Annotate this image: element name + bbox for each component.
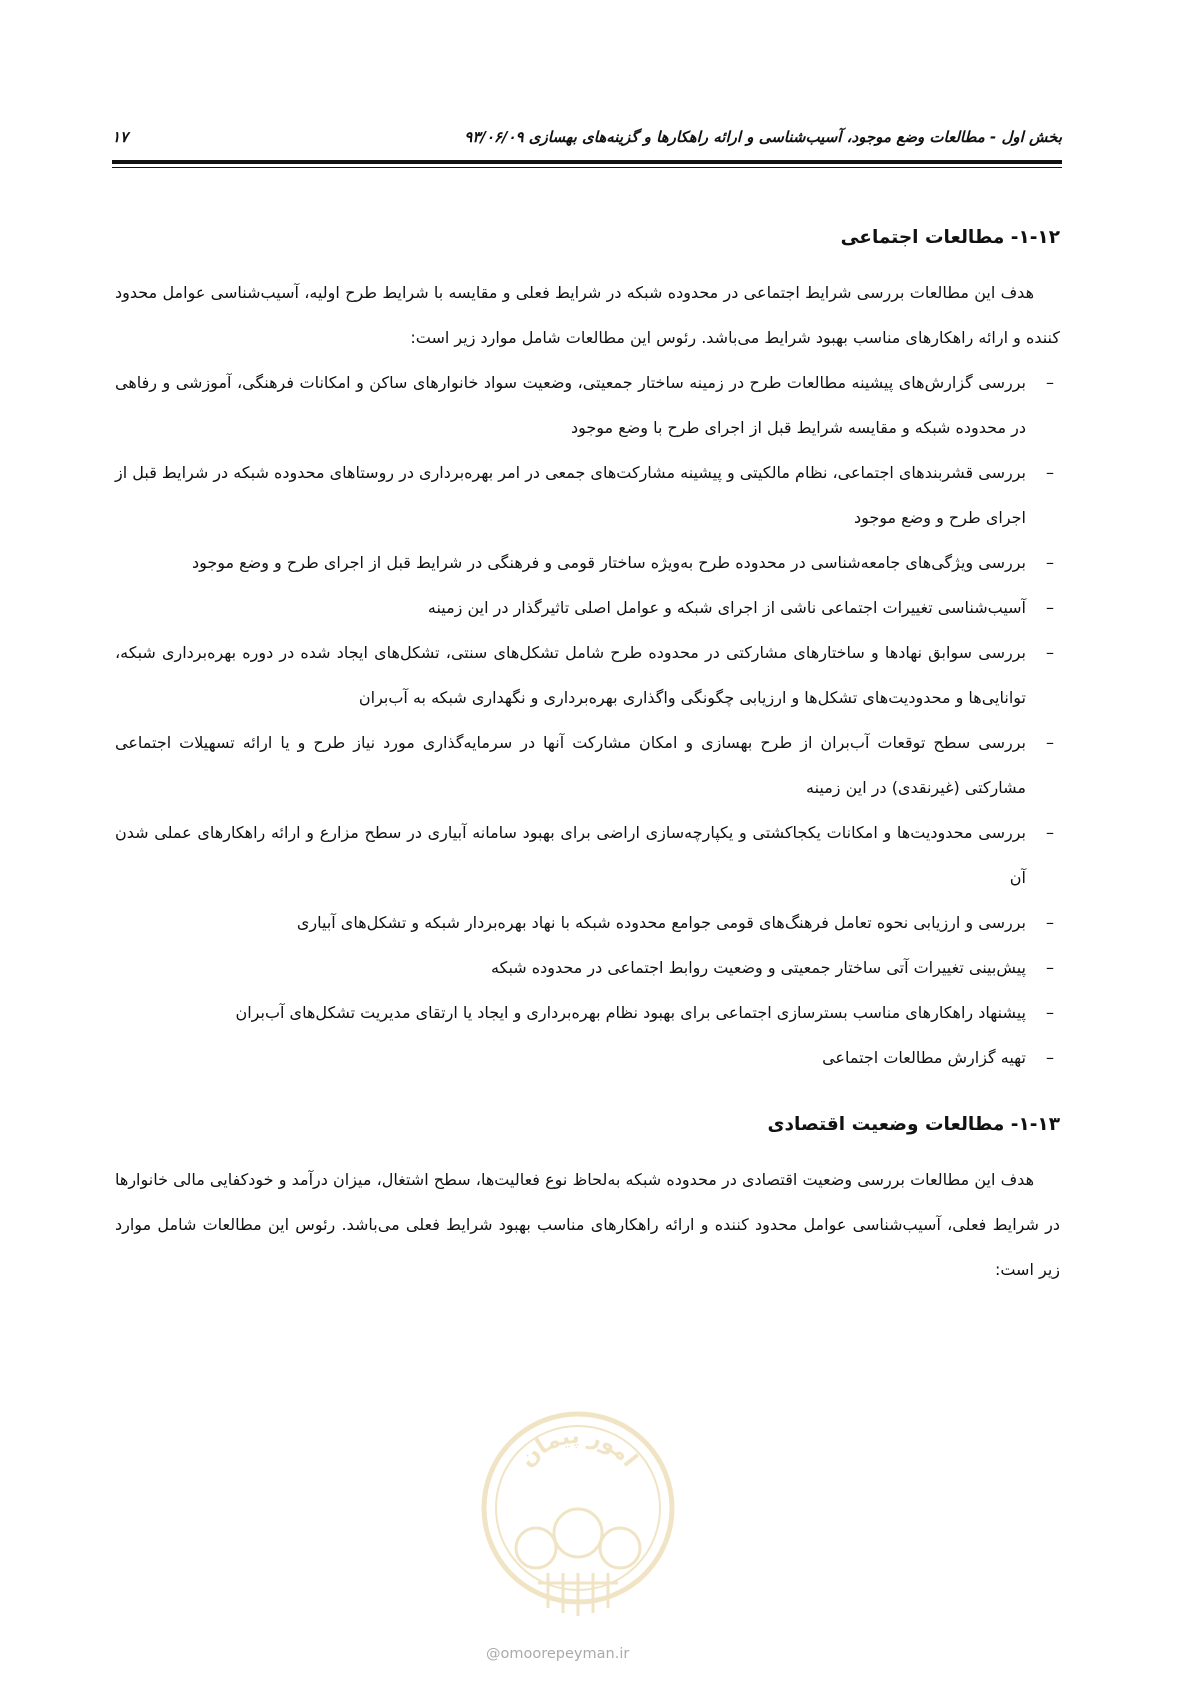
- list-item-text: تهیه گزارش مطالعات اجتماعی: [822, 1048, 1026, 1067]
- list-item: [115, 1035, 1060, 1080]
- page-number: ۱۷: [112, 128, 129, 146]
- dash-bullet-icon: –: [1046, 733, 1054, 752]
- dash-bullet-icon: –: [1046, 1003, 1054, 1022]
- list-item-text: بررسی و ارزیابی نحوه تعامل فرهنگ‌های قومی جوامع محدوده شبکه با نهاد بهره‌بردار شبکه و تشکل‌های آبیاری: [296, 913, 1026, 932]
- list-item: [115, 585, 1060, 630]
- dash-bullet-icon: –: [1046, 823, 1054, 842]
- dash-bullet-icon: –: [1046, 1048, 1054, 1067]
- header-rule-thin: [112, 167, 1062, 168]
- list-item-text: پیشنهاد راهکارهای مناسب بسترسازی اجتماعی برای بهبود نظام بهره‌برداری و ایجاد یا ارتقای مدیریت تشکل‌های آب‌بران: [235, 1003, 1026, 1022]
- list-item: [115, 990, 1060, 1035]
- watermark-seal-icon: [478, 1408, 678, 1623]
- dash-bullet-icon: –: [1046, 373, 1054, 392]
- running-title: بخش اول - مطالعات وضع موجود، آسیب‌شناسی و ارائه راهکارها و گزینه‌های بهسازی ۹۳/۰۶/۰۹: [464, 128, 1062, 146]
- list-item: [115, 360, 1060, 450]
- list-item-text: بررسی ویژگی‌های جامعه‌شناسی در محدوده طرح به‌ویژه ساختار قومی و فرهنگی در شرایط قبل از اجرای طرح و وضع موجود: [191, 553, 1026, 572]
- watermark-url: @omoorepeyman.ir: [486, 1646, 630, 1662]
- list-item-text: بررسی گزارش‌های پیشینه مطالعات طرح در زمینه ساختار جمعیتی، وضعیت سواد خانوارهای ساکن و امکانات فرهنگی، آموزشی و رفاهی در محدوده شبکه و مقایسه شرایط قبل از اجرای طرح با وضع موجود: [115, 373, 1026, 437]
- list-item-text: پیش‌بینی تغییرات آتی ساختار جمعیتی و وضعیت روابط اجتماعی در محدوده شبکه: [491, 958, 1026, 977]
- list-item: [115, 450, 1060, 540]
- list-item: [115, 720, 1060, 810]
- dash-bullet-icon: –: [1046, 643, 1054, 662]
- list-item-text: بررسی محدودیت‌ها و امکانات یکجاکشتی و یکپارچه‌سازی اراضی برای بهبود سامانه آبیاری در سطح مزارع و ارائه راهکارهای عملی شدن آن: [115, 823, 1026, 887]
- dash-bullet-icon: –: [1046, 958, 1054, 977]
- list-item-text: بررسی سوابق نهادها و ساختارهای مشارکتی در محدوده طرح شامل تشکل‌های سنتی، تشکل‌های ایجاد شده در دوره بهره‌برداری شبکه، توانایی‌ها و محدودیت‌های تشکل‌ها و ارزیابی چگونگی واگذاری بهره‌برداری و نگهداری شبکه به آب‌بران: [115, 643, 1026, 707]
- list-item-text: آسیب‌شناسی تغییرات اجتماعی ناشی از اجرای شبکه و عوامل اصلی تاثیرگذار در این زمینه: [427, 598, 1026, 617]
- list-item: [115, 945, 1060, 990]
- dash-bullet-icon: –: [1046, 598, 1054, 617]
- list-item: [115, 810, 1060, 900]
- list-item: [115, 900, 1060, 945]
- section-heading-social: ۱-۱۲- مطالعات اجتماعی: [840, 227, 1060, 248]
- dash-bullet-icon: –: [1046, 913, 1054, 932]
- watermark-text: امور پیمان: [514, 1423, 642, 1473]
- dash-bullet-icon: –: [1046, 463, 1054, 482]
- section-intro-social: هدف این مطالعات بررسی شرایط اجتماعی در محدوده شبکه در شرایط فعلی و مقایسه با شرایط طرح اولیه، آسیب‌شناسی عوامل محدود کننده و ارائه راهکارهای مناسب بهبود شرایط می‌باشد. رئوس این مطالعات شامل موارد زیر است:: [115, 283, 1060, 347]
- page-content: [115, 215, 1060, 1292]
- section-heading-economic: ۱-۱۳- مطالعات وضعیت اقتصادی: [767, 1114, 1060, 1135]
- running-header: [112, 128, 1062, 146]
- dash-bullet-icon: –: [1046, 553, 1054, 572]
- section-intro-economic: هدف این مطالعات بررسی وضعیت اقتصادی در محدوده شبکه به‌لحاظ نوع فعالیت‌ها، سطح اشتغال، میزان درآمد و خودکفایی مالی خانوارها در شرایط فعلی، آسیب‌شناسی عوامل محدود کننده و ارائه راهکارهای مناسب بهبود شرایط فعلی می‌باشد. رئوس این مطالعات شامل موارد زیر است:: [115, 1170, 1060, 1279]
- list-item: [115, 540, 1060, 585]
- list-item-text: بررسی سطح توقعات آب‌بران از طرح بهسازی و امکان مشارکت آنها در سرمایه‌گذاری مورد نیاز طرح و یا ارائه تسهیلات اجتماعی مشارکتی (غیرنقدی) در این زمینه: [115, 733, 1026, 797]
- list-item-text: بررسی قشربندهای اجتماعی، نظام مالکیتی و پیشینه مشارکت‌های جمعی در امر بهره‌برداری در روستاهای محدوده شبکه در شرایط قبل از اجرای طرح و وضع موجود: [114, 463, 1026, 527]
- list-item: [115, 630, 1060, 720]
- header-rule-thick: [112, 160, 1062, 164]
- svg-text:امور پیمان: [515, 1424, 642, 1472]
- social-bullet-list: [115, 360, 1060, 1080]
